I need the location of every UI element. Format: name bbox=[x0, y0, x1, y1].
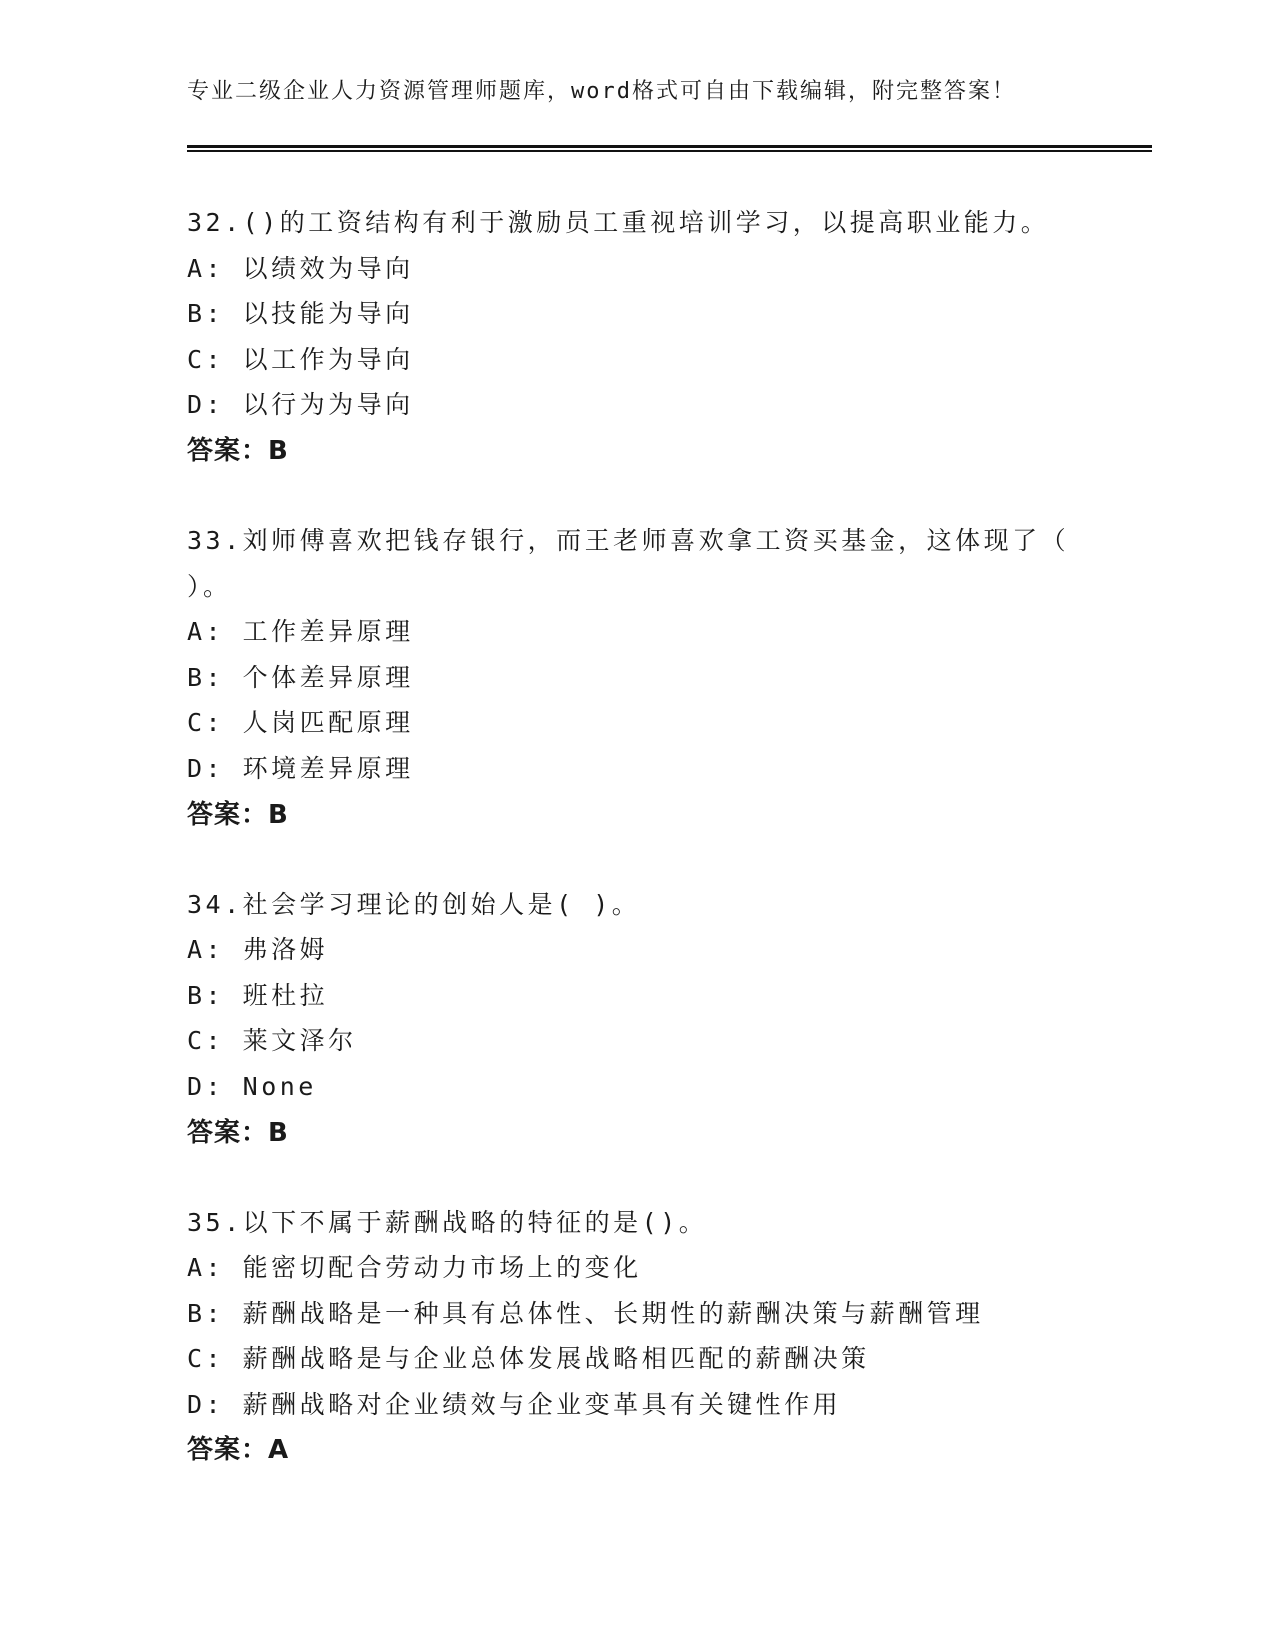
option-d: D: 薪酬战略对企业绩效与企业变革具有关键性作用 bbox=[187, 1389, 842, 1419]
answer-line: 答案：B bbox=[187, 435, 289, 466]
option-c: C: 莱文泽尔 bbox=[187, 1026, 357, 1056]
question-stem: 34.社会学习理论的创始人是( )。 bbox=[187, 889, 641, 919]
header-divider bbox=[187, 145, 1152, 152]
option-d: D: None bbox=[187, 1071, 317, 1101]
page-header: 专业二级企业人力资源管理师题库，word格式可自由下载编辑，附完整答案！ bbox=[187, 79, 1016, 104]
question-33 bbox=[187, 518, 1087, 838]
question-stem: 35.以下不属于薪酬战略的特征的是()。 bbox=[187, 1207, 708, 1237]
question-stem: 32.()的工资结构有利于激励员工重视培训学习，以提高职业能力。 bbox=[187, 208, 1050, 237]
question-stem: 33.刘师傅喜欢把钱存银行，而王老师喜欢拿工资买基金，这体现了（ ）。 bbox=[187, 525, 1070, 601]
option-a: A: 以绩效为导向 bbox=[187, 253, 414, 283]
option-c: C: 以工作为导向 bbox=[187, 344, 414, 374]
answer-line: 答案：B bbox=[187, 1117, 289, 1148]
header-divider-thick-line bbox=[187, 145, 1152, 148]
option-a: A: 工作差异原理 bbox=[187, 617, 414, 647]
answer-line: 答案：A bbox=[187, 1435, 290, 1466]
option-b: B: 以技能为导向 bbox=[187, 299, 414, 329]
question-35 bbox=[187, 1200, 1087, 1474]
option-b: B: 班杜拉 bbox=[187, 980, 329, 1010]
question-32 bbox=[187, 200, 1087, 474]
question-34 bbox=[187, 882, 1087, 1156]
question-list bbox=[187, 200, 1087, 1517]
option-a: A: 弗洛姆 bbox=[187, 935, 329, 965]
option-a: A: 能密切配合劳动力市场上的变化 bbox=[187, 1253, 642, 1283]
option-c: C: 薪酬战略是与企业总体发展战略相匹配的薪酬决策 bbox=[187, 1344, 870, 1374]
option-b: B: 薪酬战略是一种具有总体性、长期性的薪酬决策与薪酬管理 bbox=[187, 1298, 984, 1328]
option-d: D: 环境差异原理 bbox=[187, 753, 414, 783]
header-divider-thin-line bbox=[187, 150, 1152, 152]
option-c: C: 人岗匹配原理 bbox=[187, 708, 414, 738]
option-d: D: 以行为为导向 bbox=[187, 390, 414, 420]
answer-line: 答案：B bbox=[187, 799, 289, 830]
option-b: B: 个体差异原理 bbox=[187, 662, 414, 692]
